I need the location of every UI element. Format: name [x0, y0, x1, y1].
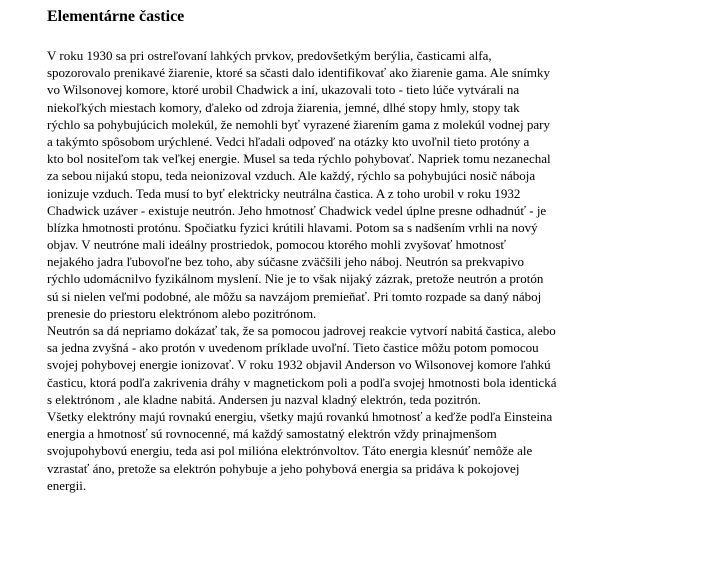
text-line: nejakého jadra ľubovoľne bez toho, aby súčasne zväčšili jeho náboj. Neutrón sa prekvapivo — [47, 254, 524, 270]
text-line: vzrastať áno, pretože sa elektrón pohybuje a jeho pohybová energia sa pridáva k pokojovej — [47, 460, 520, 476]
text-line: energii. — [47, 477, 87, 493]
text-line: Všetky elektróny majú rovnakú energiu, všetky majú rovankú hmotnosť a keďže podľa Einsteina — [47, 408, 553, 424]
text-line: sú si nielen veľmi podobné, ale môžu sa navzájom premieňať. Pri tomto rozpade sa daný náboj — [47, 288, 542, 304]
text-line: energia a hmotnosť sú rovnocenné, má každý samostatný elektrón vždy prinajmenšom — [47, 426, 497, 442]
text-line: rýchlo sa pohybujúcich molekúl, že nemohli byť vyrazené žiarením gama z molekúl vodnej pary — [47, 116, 551, 132]
text-line: rýchlo udomácnilvo fyzikálnom myslení. Nie je to však nijaký zázrak, pretože neutrón a protón — [47, 271, 544, 287]
document-title: Elementárne častice — [47, 8, 185, 25]
text-line: objav. V neutróne mali ideálny prostriedok, pomocou ktorého mohli zvyšovať hmotnosť — [47, 237, 506, 253]
document-body — [47, 47, 687, 494]
text-line: spozorovalo prenikavé žiarenie, ktoré sa sčasti dalo identifikovať ako žiarenie gama. Ale snímky — [47, 65, 550, 81]
text-line: svojupohybovú energiu, teda asi pol milióna elektrónvoltov. Táto energia klesnúť nemôže ale — [47, 443, 533, 459]
text-line: s elektrónom , ale kladne nabitá. Andersen ju nazval kladný elektrón, teda pozitrón. — [47, 391, 481, 407]
text-line: časticu, ktorá podľa zakrivenia dráhy v magnetickom poli a podľa svojej hmotnosti bola identická — [47, 374, 557, 390]
text-line: sa jedna zvyšná - ako protón v uvedenom príklade uvoľní. Tieto častice môžu potom pomocou — [47, 340, 539, 356]
text-line: niekoľkých miestach komory, ďaleko od zdroja žiarenia, jemné, dlhé stopy hmly, stopy tak — [47, 99, 520, 115]
text-line: Neutrón sa dá nepriamo dokázať tak, že sa pomocou jadrovej reakcie vytvorí nabitá častica, alebo — [47, 323, 556, 338]
text-line: za sebou nijakú stopu, teda neionizoval vzduch. Ale každý, rýchlo sa pohybujúci nosič náboja — [47, 168, 536, 184]
text-line: prenesie do priestoru elektrónom alebo pozitrónom. — [47, 305, 317, 321]
text-line: vo Wilsonovej komore, ktoré urobil Chadwick a iní, ukazovali toto - tieto lúče vytvárali na — [47, 82, 520, 98]
text-line: svojej pohybovej energie ionizovať. V roku 1932 objavil Anderson vo Wilsonovej komore ľahkú — [47, 357, 551, 373]
text-line: blízka hmotnosti protónu. Spočiatku fyzici krútili hlavami. Potom sa s nadšením vrhli na nový — [47, 219, 538, 235]
text-line: Chadwick uzáver - existuje neutrón. Jeho hmotnosť Chadwick vedel úplne presne odhadnúť - je — [47, 202, 547, 218]
text-line: ionizuje vzduch. Teda musí to byť elektricky neutrálna častica. A z toho urobil v roku 1932 — [47, 185, 521, 201]
text-line: a takýmto spôsobom urýchlené. Vedci hľadali odpoveď na otázky kto uvoľnil tieto protóny a — [47, 133, 530, 149]
text-line: V roku 1930 sa pri ostreľovaní lahkých prvkov, predovšetkým berýlia, časticami alfa, — [47, 48, 492, 63]
text-line: kto bol nositeľom tak veľkej energie. Musel sa teda rýchlo pohybovať. Napriek tomu nezanechal — [47, 151, 551, 167]
